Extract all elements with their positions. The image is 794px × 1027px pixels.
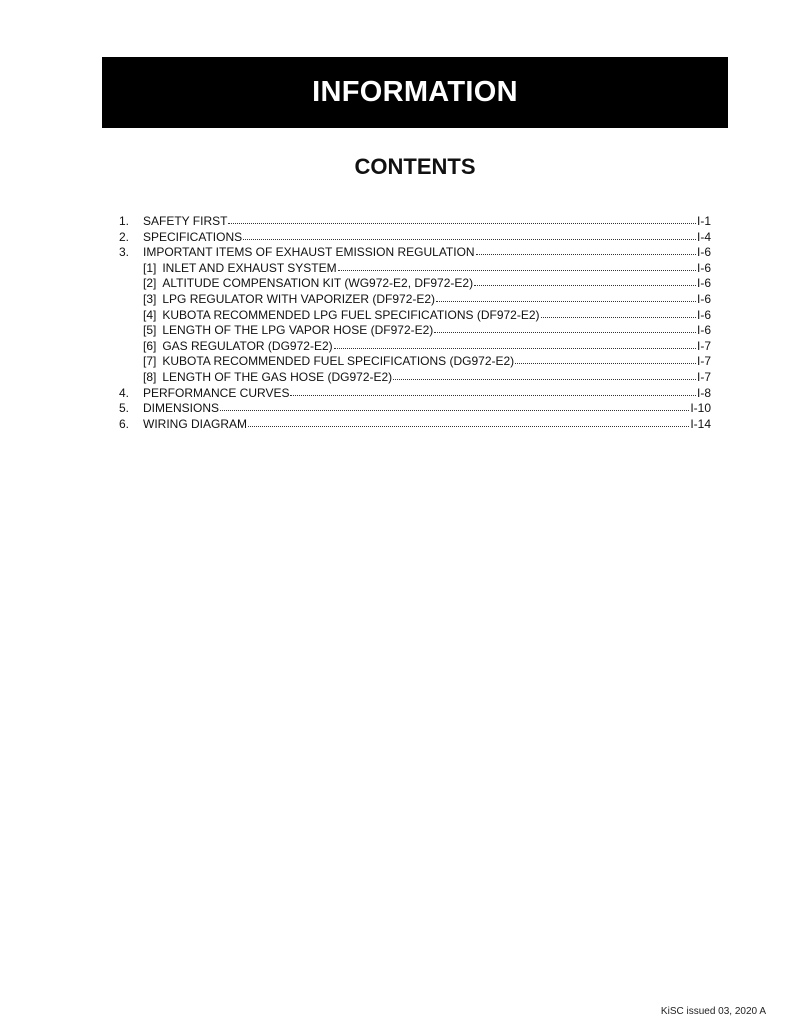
toc-subentry[interactable] <box>119 276 711 292</box>
toc-entry-number: 2. <box>119 229 130 244</box>
toc-entry[interactable] <box>119 417 711 433</box>
toc-leader-dots <box>476 244 696 255</box>
toc-leader-dots <box>248 416 689 427</box>
toc-entry-number: [5] <box>143 323 157 338</box>
toc-entry-page: I-14 <box>690 416 711 431</box>
toc-entry-title: DIMENSIONS <box>143 401 220 416</box>
toc-leader-dots <box>243 229 696 240</box>
toc-entry-page: I-8 <box>696 385 711 400</box>
toc-leader-dots <box>393 369 696 380</box>
toc-leader-dots <box>220 400 689 411</box>
toc-entry-page: I-6 <box>696 323 711 338</box>
toc-entry[interactable] <box>119 214 711 230</box>
toc-leader-dots <box>290 385 696 396</box>
toc-entry-page: I-10 <box>690 401 711 416</box>
toc-entry[interactable] <box>119 245 711 261</box>
toc-entry[interactable] <box>119 401 711 417</box>
toc-entry-title: IMPORTANT ITEMS OF EXHAUST EMISSION REGULATION <box>143 245 475 260</box>
toc-entry-page: I-7 <box>696 354 711 369</box>
toc-entry-title: PERFORMANCE CURVES <box>143 385 290 400</box>
toc-subentry[interactable] <box>119 292 711 308</box>
toc-entry-page: I-6 <box>696 291 711 306</box>
toc-subentry[interactable] <box>119 308 711 324</box>
toc-leader-dots <box>228 213 696 224</box>
toc-entry-title: GAS REGULATOR (DG972-E2) <box>162 338 333 353</box>
toc-entry-title: KUBOTA RECOMMENDED FUEL SPECIFICATIONS (DG972-E2) <box>162 354 515 369</box>
toc-entry-number: [6] <box>143 338 157 353</box>
toc-subentry[interactable] <box>119 261 711 277</box>
toc-entry-number: 6. <box>119 416 130 431</box>
toc-leader-dots <box>474 275 696 286</box>
toc-entry-page: I-7 <box>696 369 711 384</box>
toc-entry-title: SPECIFICATIONS <box>143 229 243 244</box>
toc-entry-page: I-6 <box>696 307 711 322</box>
toc-entry-title: LENGTH OF THE LPG VAPOR HOSE (DF972-E2) <box>162 323 434 338</box>
section-title: INFORMATION <box>312 76 518 108</box>
toc-entry-title: INLET AND EXHAUST SYSTEM <box>162 260 337 275</box>
table-of-contents <box>119 214 711 432</box>
toc-leader-dots <box>515 353 696 364</box>
section-banner <box>102 57 728 128</box>
toc-leader-dots <box>541 307 696 318</box>
toc-entry-page: I-7 <box>696 338 711 353</box>
toc-entry-number: [4] <box>143 307 157 322</box>
toc-entry-page: I-6 <box>696 245 711 260</box>
toc-entry-number: [3] <box>143 291 157 306</box>
toc-entry-title: WIRING DIAGRAM <box>143 416 247 431</box>
toc-entry-number: 5. <box>119 401 130 416</box>
toc-entry-number: [1] <box>143 260 157 275</box>
toc-subentry[interactable] <box>119 370 711 386</box>
toc-entry-number: 1. <box>119 214 130 228</box>
toc-entry-page: I-1 <box>696 214 711 228</box>
toc-leader-dots <box>338 260 696 271</box>
toc-entry-title: SAFETY FIRST <box>143 214 228 228</box>
toc-entry[interactable] <box>119 386 711 402</box>
toc-entry-title: LENGTH OF THE GAS HOSE (DG972-E2) <box>162 369 393 384</box>
toc-entry-title: KUBOTA RECOMMENDED LPG FUEL SPECIFICATIONS (DF972-E2) <box>162 307 540 322</box>
toc-entry-page: I-6 <box>696 276 711 291</box>
toc-subentry[interactable] <box>119 354 711 370</box>
toc-entry-number: 4. <box>119 385 130 400</box>
issue-footer: KiSC issued 03, 2020 A <box>660 1006 766 1017</box>
toc-entry-number: [2] <box>143 276 157 291</box>
toc-leader-dots <box>334 338 696 349</box>
toc-entry-number: [8] <box>143 369 157 384</box>
toc-entry-title: ALTITUDE COMPENSATION KIT (WG972-E2, DF972-E2) <box>162 276 474 291</box>
toc-leader-dots <box>434 322 696 333</box>
toc-entry[interactable] <box>119 230 711 246</box>
toc-entry-number: [7] <box>143 354 157 369</box>
toc-entry-title: LPG REGULATOR WITH VAPORIZER (DF972-E2) <box>162 291 436 306</box>
toc-subentry[interactable] <box>119 323 711 339</box>
toc-entry-page: I-6 <box>696 260 711 275</box>
toc-subentry[interactable] <box>119 339 711 355</box>
toc-entry-number: 3. <box>119 245 130 260</box>
toc-entry-page: I-4 <box>696 229 711 244</box>
toc-leader-dots <box>436 291 696 302</box>
contents-heading: CONTENTS <box>354 154 476 179</box>
